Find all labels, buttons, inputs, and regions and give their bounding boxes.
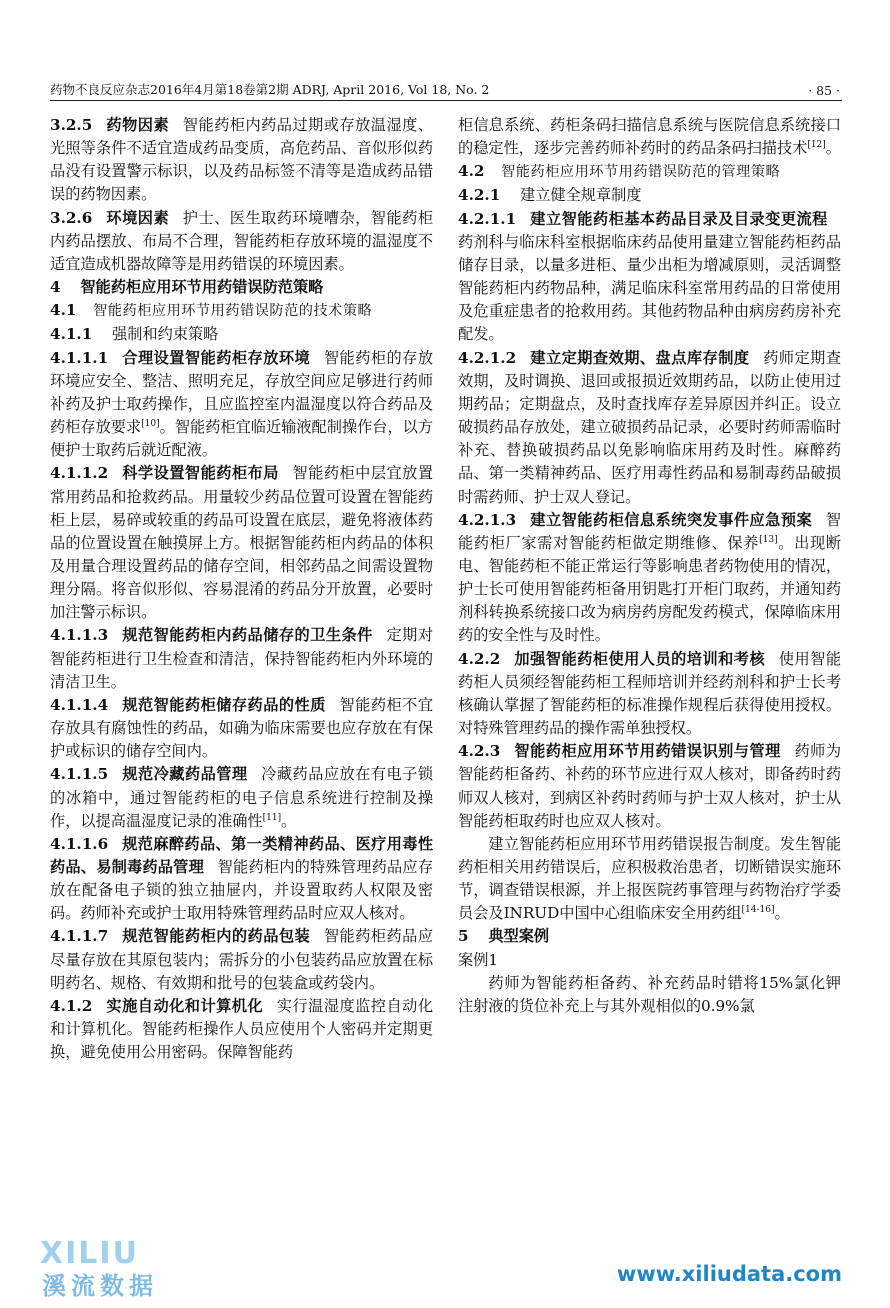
heading-title: 强制和约束策略 [112, 325, 219, 344]
page-number: · 85 · [808, 83, 840, 98]
heading-4-1-1 [50, 323, 433, 346]
right-column [458, 114, 841, 1018]
section-body: 药师定期查效期，及时调换、退回或报损近效期药品，以防止使用过期药品；定期盘点，及时查找库存差异原因并纠正。设立破损药品存放处，建立破损药品记录，必要时药师需临时补充、替换破损药品以免影响临床用药及时性。麻醉药品、第一类精神药品、医疗用毒性药品和易制毒药品破损时需药师、护士双人登记。 [458, 348, 842, 506]
section-number: 4.2.1.1 [458, 209, 517, 228]
section-body: 药师为智能药柜备药、补充药品时错将15%氯化钾注射液的货位补充上与其外观相似的0.9%氯 [458, 973, 841, 1015]
section-body: 定期对智能药柜进行卫生检查和清洁，保持智能药柜内外环境的清洁卫生。 [50, 626, 434, 691]
case1-paragraph [458, 972, 841, 1018]
section-body: 。 [281, 811, 297, 830]
heading-number: 4 [50, 278, 61, 297]
section-body: 实行温湿度监控自动化和计算机化。智能药柜操作人员应使用个人密码并定期更换，避免使用公用密码。保障智能药 [50, 996, 434, 1062]
citation: [11] [262, 812, 282, 823]
section-title: 规范智能药柜内药品储存的卫生条件 [121, 626, 373, 645]
left-column [50, 114, 433, 1064]
section-body: 智能药柜内药品过期或存放温湿度、光照等条件不适宜造成药品变质，高危药品、音似形似药品没有设置警示标识，以及药品标签不清等是造成药品错误的药物因素。 [50, 116, 434, 204]
heading-number: 4.1 [50, 301, 77, 320]
section-body: 智能药柜不宜存放具有腐蚀性的药品，如确为临床需要也应存放在有保护或标识的储存空间内。 [50, 695, 434, 761]
heading-title: 智能药柜应用环节用药错误防范的技术策略 [93, 303, 373, 320]
section-4-1-1-7 [50, 925, 433, 994]
section-title: 规范智能药柜储存药品的性质 [121, 695, 326, 714]
continued-paragraph [458, 114, 841, 160]
section-number: 4.1.1.5 [50, 765, 109, 784]
citation: [10] [141, 419, 160, 430]
section-4-1-1-2 [50, 462, 433, 624]
section-4-1-2 [50, 995, 433, 1064]
section-number: 4.2.2 [458, 649, 501, 668]
section-4-2-2 [458, 648, 841, 741]
heading-4-2-1 [458, 184, 841, 207]
section-title: 合理设置智能药柜存放环境 [121, 348, 311, 367]
heading-number: 4.2 [458, 162, 485, 181]
heading-number: 4.2.1 [458, 186, 501, 205]
section-3-2-6 [50, 207, 433, 276]
header-rule [50, 100, 842, 101]
section-number: 4.1.1.4 [50, 695, 109, 714]
section-body: 智能药柜药品应尽量存放在其原包装内；需拆分的小包装药品应放置在标明药名、规格、有效期和批号的包装盒或药袋内。 [50, 927, 434, 992]
report-paragraph [458, 833, 841, 926]
section-body: 智能药柜厂家需对智能药柜做定期维修、保养 [458, 510, 841, 552]
case-label [458, 949, 841, 972]
section-4-1-1-1 [50, 347, 433, 463]
section-number: 4.2.3 [458, 742, 501, 761]
watermark-logo [40, 1236, 210, 1300]
citation: [12] [807, 140, 826, 151]
section-body: 智能药柜中层宜放置常用药品和抢救药品。用量较少药品位置可设置在智能药柜上层，易碎或较重的药品可设置在底层，避免将液体药品的位置设置在触摸屏上方。根据智能药柜内药品的体积及用量合理设置药品的储存空间，相邻药品之间需设置物理分隔。将音似形似、容易混淆的药品分开放置，必要时加注警示标识。 [50, 464, 434, 622]
heading-number: 4.1.1 [50, 325, 93, 344]
section-number: 4.1.1.7 [50, 927, 109, 946]
section-title: 建立智能药柜信息系统突发事件应急预案 [529, 510, 813, 529]
section-body: 。智能药柜宜临近输液配制操作台，以方便护士取药后就近配液。 [50, 418, 434, 460]
section-body: 。 [774, 904, 790, 923]
citation: [13] [759, 534, 778, 545]
section-4-2-1-3 [458, 509, 841, 648]
section-4-1-1-3 [50, 624, 433, 693]
section-body: 智能药柜的存放环境应安全、整洁、照明充足，存放空间应足够进行药师补药及护士取药操作，且应监控室内温湿度以符合药品及药柜存放要求 [50, 348, 434, 437]
section-title: 规范智能药柜内的药品包装 [121, 927, 311, 946]
section-4-2-1-2 [458, 347, 841, 509]
section-body: 药师为智能药柜备药、补药的环节应进行双人核对，即备药时药师双人核对，到病区补药时药师与护士双人核对，护士从智能药柜取药时也应双人核对。 [458, 742, 842, 830]
heading-title: 智能药柜应用环节用药错误防范的管理策略 [501, 164, 781, 181]
heading-number: 5 [458, 927, 469, 946]
section-body: 冷藏药品应放在有电子锁的冰箱中，通过智能药柜的电子信息系统进行控制及操作，以提高温湿度记录的准确性 [50, 765, 434, 830]
heading-4 [50, 276, 433, 299]
section-number: 4.2.1.3 [458, 510, 517, 529]
section-body: 使用智能药柜人员须经智能药柜工程师培训并经药剂科和护士长考核确认掌握了智能药柜的标准操作规程后获得使用授权。对特殊管理药品的操作需单独授权。 [458, 649, 842, 738]
section-number: 3.2.5 [50, 116, 93, 134]
journal-info: 药物不良反应杂志2016年4月第18卷第2期 ADRJ, April 2016, Vol 18, No. 2 [50, 82, 490, 97]
heading-title: 建立健全规章制度 [520, 186, 642, 205]
section-body: 护士、医生取药环境嘈杂，智能药柜内药品摆放、布局不合理，智能药柜存放环境的温湿度不适宜造成机器故障等是用药错误的环境因素。 [50, 208, 434, 273]
section-body: 。 [825, 139, 841, 158]
section-title: 环境因素 [105, 208, 170, 227]
watermark-url: www.xiliudata.com [616, 1262, 842, 1286]
running-header [50, 76, 840, 98]
watermark-logo-latin: XILIU [40, 1236, 139, 1271]
heading-4-1 [50, 299, 433, 323]
section-number: 4.1.1.2 [50, 464, 109, 483]
section-body: 药剂科与临床科室根据临床药品使用量建立智能药柜药品储存目录，以量多进柜、量少出柜为增减原则，灵活调整智能药柜内药物品种，满足临床科室常用药品的日常使用及危重症患者的抢救用药。其他药物品种由病房药房补充配发。 [458, 232, 841, 344]
case-label-text: 案例1 [458, 950, 499, 969]
section-4-2-1-1 [458, 208, 841, 347]
citation: [14-16] [741, 905, 775, 916]
section-title: 实施自动化和计算机化 [105, 996, 264, 1015]
section-number: 3.2.6 [50, 208, 93, 227]
section-number: 4.1.1.1 [50, 348, 109, 367]
section-body: 。出现断电、智能药柜不能正常运行等影响患者药物使用的情况，护士长可使用智能药柜备用钥匙打开柜门取药，并通知药剂科转换系统接口改为病房药房配发药模式，保障临床用药的安全性与及时性。 [458, 533, 842, 645]
section-4-1-1-6 [50, 833, 433, 926]
section-body: 智能药柜内的特殊管理药品应存放在配备电子锁的独立抽屉内，并设置取药人权限及密码。药师补充或护士取用特殊管理药品时应双人核对。 [50, 858, 434, 923]
heading-4-2 [458, 160, 841, 184]
heading-5 [458, 925, 841, 948]
section-title: 建立定期查效期、盘点库存制度 [529, 348, 750, 367]
section-body: 柜信息系统、药柜条码扫描信息系统与医院信息系统接口的稳定性，逐步完善药师补药时的药品条码扫描技术 [458, 116, 841, 158]
section-title: 药物因素 [105, 116, 170, 134]
section-number: 4.1.1.3 [50, 626, 109, 645]
section-title: 规范冷藏药品管理 [121, 765, 248, 784]
heading-title: 智能药柜应用环节用药错误防范策略 [80, 278, 324, 297]
section-title: 智能药柜应用环节用药错误识别与管理 [513, 742, 781, 761]
section-4-2-3 [458, 740, 841, 833]
section-title: 规范麻醉药品、第一类精神药品、医疗用毒性药品、易制毒药品管理 [50, 834, 433, 876]
watermark-logo-cn: 溪流数据 [42, 1272, 158, 1300]
section-3-2-5 [50, 114, 433, 207]
section-title: 加强智能药柜使用人员的培训和考核 [513, 649, 766, 668]
section-4-1-1-4 [50, 694, 433, 763]
section-number: 4.1.1.6 [50, 834, 109, 853]
heading-title: 典型案例 [488, 927, 550, 946]
section-title: 科学设置智能药柜布局 [121, 464, 279, 483]
section-title: 建立智能药柜基本药品目录及目录变更流程 [529, 209, 828, 228]
section-number: 4.1.2 [50, 996, 93, 1015]
section-number: 4.2.1.2 [458, 348, 517, 367]
section-body: 建立智能药柜应用环节用药错误报告制度。发生智能药柜相关用药错误后，应积极救治患者，切断错误实施环节，调查错误根源，并上报医院药事管理与药物治疗学委员会及INRUD中国中心组临床安全用药组 [458, 834, 841, 923]
section-4-1-1-5 [50, 763, 433, 832]
